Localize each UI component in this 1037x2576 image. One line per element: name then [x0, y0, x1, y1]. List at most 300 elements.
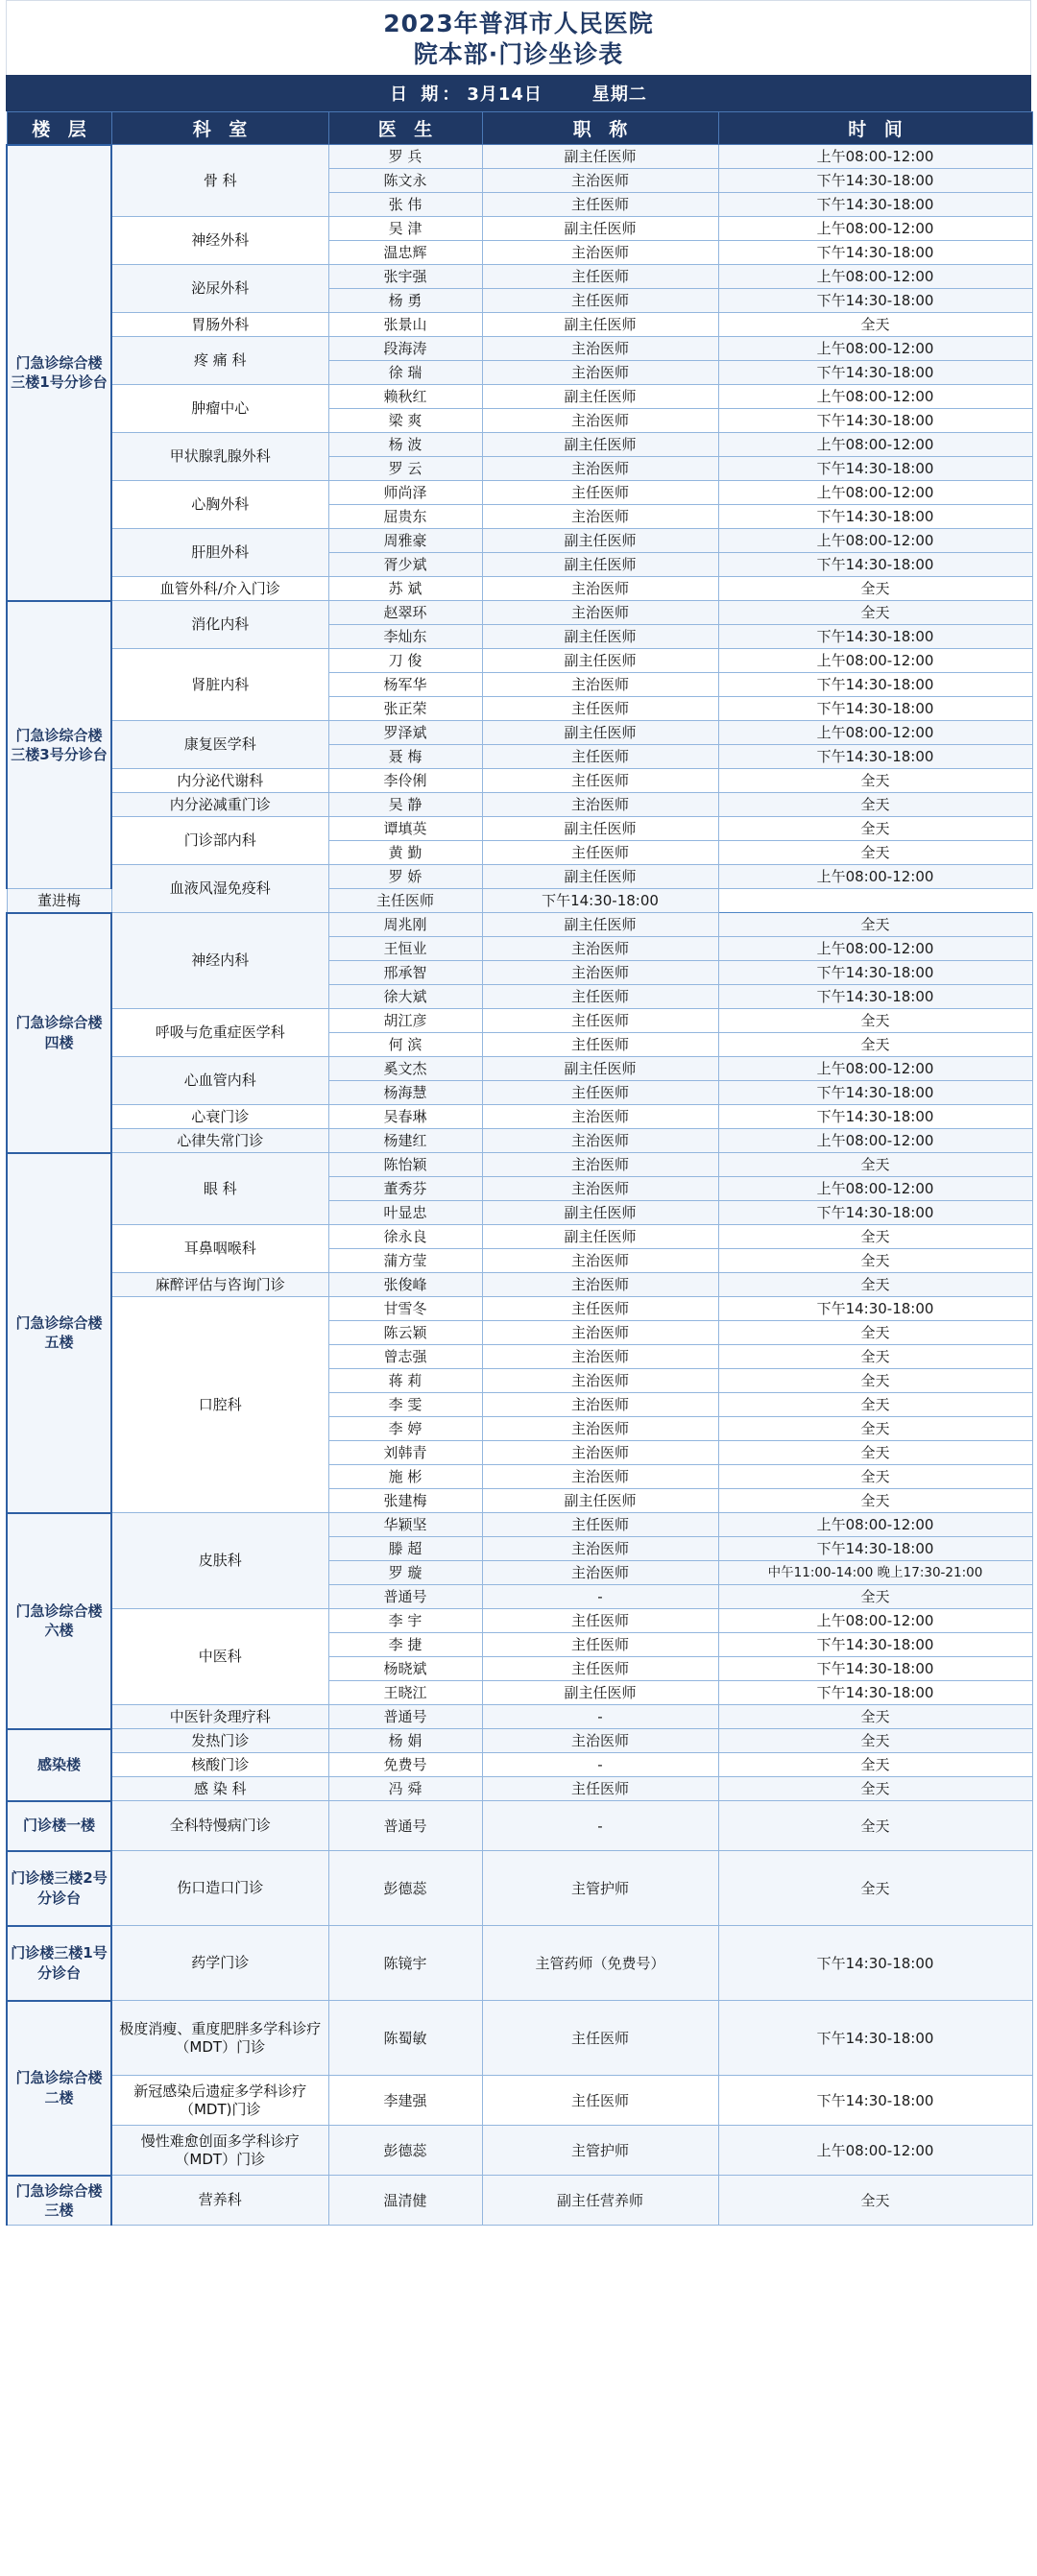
- cell-department: 心衰门诊: [111, 1105, 328, 1129]
- cell-time: 全天: [718, 1249, 1032, 1273]
- cell-job-title: 主任医师: [482, 697, 718, 721]
- table-row: [7, 433, 1032, 457]
- cell-doctor-name: 叶显忠: [328, 1201, 482, 1225]
- cell-job-title: -: [482, 1705, 718, 1729]
- cell-job-title: 主治医师: [482, 1153, 718, 1177]
- cell-doctor-name: 张景山: [328, 313, 482, 337]
- cell-doctor-name: 杨海慧: [328, 1081, 482, 1105]
- cell-job-title: 主治医师: [482, 409, 718, 433]
- cell-time: 全天: [718, 769, 1032, 793]
- cell-floor: 门急诊综合楼四楼: [7, 913, 111, 1153]
- cell-department: 血液风湿免疫科: [111, 865, 328, 913]
- cell-time: 上午08:00-12:00: [718, 529, 1032, 553]
- cell-job-title: 副主任医师: [482, 1201, 718, 1225]
- cell-time: 全天: [718, 841, 1032, 865]
- cell-time: 下午14:30-18:00: [718, 625, 1032, 649]
- cell-time: 下午14:30-18:00: [718, 361, 1032, 385]
- cell-department: 泌尿外科: [111, 265, 328, 313]
- cell-job-title: 副主任医师: [482, 433, 718, 457]
- cell-time: 上午08:00-12:00: [718, 937, 1032, 961]
- cell-doctor-name: 李建强: [328, 2076, 482, 2126]
- cell-doctor-name: 吴春琳: [328, 1105, 482, 1129]
- cell-time: 上午08:00-12:00: [718, 481, 1032, 505]
- table-row: [7, 1801, 1032, 1851]
- cell-department: 核酸门诊: [111, 1753, 328, 1777]
- cell-job-title: 主治医师: [482, 1393, 718, 1417]
- table-row: [7, 1513, 1032, 1537]
- cell-time: 下午14:30-18:00: [718, 697, 1032, 721]
- cell-department: 中医科: [111, 1609, 328, 1705]
- cell-job-title: 主任医师: [482, 1633, 718, 1657]
- cell-time: 全天: [718, 1777, 1032, 1801]
- cell-doctor-name: 徐大斌: [328, 985, 482, 1009]
- cell-job-title: 主任医师: [482, 2001, 718, 2076]
- cell-department: 肝胆外科: [111, 529, 328, 577]
- cell-time: 下午14:30-18:00: [718, 961, 1032, 985]
- column-header-dept: 科 室: [111, 112, 328, 145]
- cell-job-title: -: [482, 1585, 718, 1609]
- cell-doctor-name: 谭填英: [328, 817, 482, 841]
- cell-time: 下午14:30-18:00: [718, 1633, 1032, 1657]
- cell-time: 下午14:30-18:00: [482, 889, 718, 913]
- cell-doctor-name: 赖秋红: [328, 385, 482, 409]
- table-row: [7, 2176, 1032, 2226]
- cell-job-title: 副主任营养师: [482, 2176, 718, 2226]
- date-value: 3月14日: [467, 84, 543, 105]
- cell-doctor-name: 屈贵东: [328, 505, 482, 529]
- cell-doctor-name: 李 雯: [328, 1393, 482, 1417]
- cell-time: 中午11:00-14:00 晚上17:30-21:00: [718, 1561, 1032, 1585]
- cell-doctor-name: 徐永良: [328, 1225, 482, 1249]
- table-header: [7, 112, 1032, 145]
- cell-job-title: 副主任医师: [482, 817, 718, 841]
- date-bar: [6, 75, 1031, 111]
- cell-time: 下午14:30-18:00: [718, 2076, 1032, 2126]
- cell-time: 全天: [718, 1369, 1032, 1393]
- cell-job-title: 副主任医师: [482, 1225, 718, 1249]
- table-row: [7, 721, 1032, 745]
- cell-doctor-name: 聂 梅: [328, 745, 482, 769]
- cell-job-title: 副主任医师: [482, 865, 718, 889]
- cell-doctor-name: 李 捷: [328, 1633, 482, 1657]
- cell-time: 全天: [718, 1417, 1032, 1441]
- cell-time: 下午14:30-18:00: [718, 457, 1032, 481]
- cell-time: 下午14:30-18:00: [718, 1926, 1032, 2001]
- table-row: [7, 1105, 1032, 1129]
- cell-job-title: 主任医师: [482, 985, 718, 1009]
- table-row: [7, 1225, 1032, 1249]
- cell-doctor-name: 温忠辉: [328, 241, 482, 265]
- cell-doctor-name: 徐 瑞: [328, 361, 482, 385]
- table-row: [7, 265, 1032, 289]
- cell-department: 皮肤科: [111, 1513, 328, 1609]
- cell-job-title: -: [482, 1753, 718, 1777]
- cell-doctor-name: 罗 娇: [328, 865, 482, 889]
- table-row: [7, 1009, 1032, 1033]
- cell-time: 全天: [718, 1851, 1032, 1926]
- cell-department: 营养科: [111, 2176, 328, 2226]
- table-row: [7, 793, 1032, 817]
- column-header-doctor: 医 生: [328, 112, 482, 145]
- cell-doctor-name: 甘雪冬: [328, 1297, 482, 1321]
- table-row: [7, 481, 1032, 505]
- cell-job-title: 主治医师: [482, 1561, 718, 1585]
- table-row: [7, 217, 1032, 241]
- cell-doctor-name: 吴 静: [328, 793, 482, 817]
- cell-time: 全天: [718, 313, 1032, 337]
- cell-job-title: 副主任医师: [482, 1489, 718, 1513]
- table-row: [7, 337, 1032, 361]
- cell-time: 下午14:30-18:00: [718, 1681, 1032, 1705]
- cell-job-title: 主任医师: [482, 1657, 718, 1681]
- table-row: [7, 913, 1032, 937]
- cell-time: 下午14:30-18:00: [718, 409, 1032, 433]
- column-header-time: 时 间: [718, 112, 1032, 145]
- cell-time: 全天: [718, 1489, 1032, 1513]
- cell-doctor-name: 杨晓斌: [328, 1657, 482, 1681]
- cell-time: 上午08:00-12:00: [718, 385, 1032, 409]
- cell-doctor-name: 陈云颖: [328, 1321, 482, 1345]
- cell-job-title: 副主任医师: [482, 649, 718, 673]
- cell-job-title: 主治医师: [482, 1417, 718, 1441]
- table-row: [7, 1057, 1032, 1081]
- table-row: [7, 865, 1032, 889]
- table-row: [7, 769, 1032, 793]
- cell-time: 上午08:00-12:00: [718, 1057, 1032, 1081]
- cell-department: 甲状腺乳腺外科: [111, 433, 328, 481]
- cell-department: 全科特慢病门诊: [111, 1801, 328, 1851]
- cell-time: 下午14:30-18:00: [718, 289, 1032, 313]
- cell-job-title: 主任医师: [328, 889, 482, 913]
- cell-time: 全天: [718, 2176, 1032, 2226]
- cell-job-title: 主治医师: [482, 793, 718, 817]
- cell-time: 下午14:30-18:00: [718, 1537, 1032, 1561]
- cell-time: 下午14:30-18:00: [718, 553, 1032, 577]
- cell-doctor-name: 胥少斌: [328, 553, 482, 577]
- cell-doctor-name: 滕 超: [328, 1537, 482, 1561]
- cell-job-title: 主治医师: [482, 1729, 718, 1753]
- cell-job-title: 主治医师: [482, 961, 718, 985]
- cell-job-title: 主治医师: [482, 1177, 718, 1201]
- cell-department: 感 染 科: [111, 1777, 328, 1801]
- cell-job-title: 副主任医师: [482, 1681, 718, 1705]
- cell-job-title: 主任医师: [482, 1033, 718, 1057]
- cell-department: 胃肠外科: [111, 313, 328, 337]
- cell-doctor-name: 李 宇: [328, 1609, 482, 1633]
- cell-job-title: 副主任医师: [482, 529, 718, 553]
- cell-department: 康复医学科: [111, 721, 328, 769]
- cell-doctor-name: 吴 津: [328, 217, 482, 241]
- cell-time: 全天: [718, 1393, 1032, 1417]
- cell-time: 下午14:30-18:00: [718, 505, 1032, 529]
- table-row: [7, 2001, 1032, 2076]
- cell-job-title: 主治医师: [482, 1369, 718, 1393]
- cell-job-title: 主治医师: [482, 241, 718, 265]
- cell-time: 全天: [718, 1465, 1032, 1489]
- cell-doctor-name: 李伶俐: [328, 769, 482, 793]
- cell-department: 肿瘤中心: [111, 385, 328, 433]
- cell-job-title: 主任医师: [482, 841, 718, 865]
- cell-time: 上午08:00-12:00: [718, 217, 1032, 241]
- cell-department: 新冠感染后遗症多学科诊疗（MDT)门诊: [111, 2076, 328, 2126]
- cell-doctor-name: 董进梅: [7, 889, 111, 913]
- cell-doctor-name: 彭德蕊: [328, 1851, 482, 1926]
- cell-doctor-name: 冯 舜: [328, 1777, 482, 1801]
- cell-time: 下午14:30-18:00: [718, 745, 1032, 769]
- cell-doctor-name: 梁 爽: [328, 409, 482, 433]
- cell-floor: 门急诊综合楼三楼1号分诊台: [7, 145, 111, 601]
- cell-doctor-name: 张 伟: [328, 193, 482, 217]
- cell-job-title: 副主任医师: [482, 553, 718, 577]
- date-label: 日 期：: [390, 84, 464, 105]
- cell-department: 肾脏内科: [111, 649, 328, 721]
- cell-department: 慢性难愈创面多学科诊疗（MDT）门诊: [111, 2126, 328, 2176]
- cell-doctor-name: 张正荣: [328, 697, 482, 721]
- cell-doctor-name: 杨 娟: [328, 1729, 482, 1753]
- cell-doctor-name: 杨建红: [328, 1129, 482, 1153]
- table-row: [7, 1753, 1032, 1777]
- cell-doctor-name: 彭德蕊: [328, 2126, 482, 2176]
- table-row: [7, 1777, 1032, 1801]
- cell-job-title: 主治医师: [482, 577, 718, 601]
- cell-doctor-name: 张俊峰: [328, 1273, 482, 1297]
- cell-time: 全天: [718, 1705, 1032, 1729]
- cell-time: 上午08:00-12:00: [718, 649, 1032, 673]
- cell-doctor-name: 张建梅: [328, 1489, 482, 1513]
- cell-doctor-name: 陈镜宇: [328, 1926, 482, 2001]
- table-row: [7, 145, 1032, 169]
- cell-time: 下午14:30-18:00: [718, 1201, 1032, 1225]
- cell-floor: 门急诊综合楼六楼: [7, 1513, 111, 1729]
- column-header-floor: 楼 层: [7, 112, 111, 145]
- table-row: [7, 649, 1032, 673]
- cell-department: 中医针灸理疗科: [111, 1705, 328, 1729]
- cell-job-title: 主任医师: [482, 1609, 718, 1633]
- cell-doctor-name: 曾志强: [328, 1345, 482, 1369]
- cell-time: 全天: [718, 1009, 1032, 1033]
- cell-doctor-name: 奚文杰: [328, 1057, 482, 1081]
- cell-doctor-name: 陈文永: [328, 169, 482, 193]
- cell-time: 上午08:00-12:00: [718, 2126, 1032, 2176]
- cell-time: 全天: [718, 601, 1032, 625]
- cell-doctor-name: 普通号: [328, 1705, 482, 1729]
- cell-department: 心血管内科: [111, 1057, 328, 1105]
- table-row: [7, 1705, 1032, 1729]
- cell-doctor-name: 何 滨: [328, 1033, 482, 1057]
- cell-department: 门诊部内科: [111, 817, 328, 865]
- cell-time: 全天: [718, 1153, 1032, 1177]
- cell-department: 消化内科: [111, 601, 328, 649]
- table-row: [7, 1609, 1032, 1633]
- cell-time: 全天: [718, 1273, 1032, 1297]
- cell-time: 上午08:00-12:00: [718, 865, 1032, 889]
- table-row: [7, 577, 1032, 601]
- cell-doctor-name: 黄 勤: [328, 841, 482, 865]
- cell-time: 下午14:30-18:00: [718, 1297, 1032, 1321]
- cell-job-title: 主治医师: [482, 601, 718, 625]
- cell-time: 下午14:30-18:00: [718, 169, 1032, 193]
- table-row: [7, 2126, 1032, 2176]
- cell-job-title: 副主任医师: [482, 721, 718, 745]
- cell-doctor-name: 华颖坚: [328, 1513, 482, 1537]
- cell-job-title: 主治医师: [482, 1537, 718, 1561]
- cell-doctor-name: 罗泽斌: [328, 721, 482, 745]
- cell-doctor-name: 陈怡颖: [328, 1153, 482, 1177]
- table-row: [7, 1729, 1032, 1753]
- cell-doctor-name: 王晓江: [328, 1681, 482, 1705]
- cell-time: 全天: [718, 1585, 1032, 1609]
- cell-time: 上午08:00-12:00: [718, 1609, 1032, 1633]
- cell-job-title: 主任医师: [482, 1297, 718, 1321]
- cell-floor: 门急诊综合楼五楼: [7, 1153, 111, 1513]
- table-row: [7, 1273, 1032, 1297]
- cell-department: 极度消瘦、重度肥胖多学科诊疗（MDT）门诊: [111, 2001, 328, 2076]
- cell-job-title: 副主任医师: [482, 385, 718, 409]
- cell-doctor-name: 普通号: [328, 1585, 482, 1609]
- cell-job-title: 副主任医师: [482, 913, 718, 937]
- table-row: [7, 1926, 1032, 2001]
- cell-doctor-name: 李 婷: [328, 1417, 482, 1441]
- cell-department: 药学门诊: [111, 1926, 328, 2001]
- cell-job-title: 主任医师: [482, 481, 718, 505]
- cell-job-title: 副主任医师: [482, 313, 718, 337]
- cell-job-title: 主治医师: [482, 361, 718, 385]
- cell-department: 血管外科/介入门诊: [111, 577, 328, 601]
- cell-department: 伤口造口门诊: [111, 1851, 328, 1926]
- hospital-title-line1: 2023年普洱市人民医院: [383, 10, 654, 37]
- cell-department: 神经外科: [111, 217, 328, 265]
- cell-doctor-name: 刘韩青: [328, 1441, 482, 1465]
- cell-doctor-name: 罗 云: [328, 457, 482, 481]
- cell-time: 下午14:30-18:00: [718, 241, 1032, 265]
- cell-job-title: 副主任医师: [482, 1057, 718, 1081]
- cell-job-title: 主治医师: [482, 1105, 718, 1129]
- cell-floor: 门急诊综合楼三楼: [7, 2176, 111, 2226]
- cell-time: 上午08:00-12:00: [718, 721, 1032, 745]
- cell-doctor-name: 陈蜀敏: [328, 2001, 482, 2076]
- cell-time: 全天: [718, 1753, 1032, 1777]
- clinic-schedule-table: [6, 111, 1033, 2226]
- cell-time: 全天: [718, 1729, 1032, 1753]
- column-header-job-title: 职 称: [482, 112, 718, 145]
- cell-time: 下午14:30-18:00: [718, 673, 1032, 697]
- table-row: [7, 2076, 1032, 2126]
- cell-time: 上午08:00-12:00: [718, 337, 1032, 361]
- cell-department: 心律失常门诊: [111, 1129, 328, 1153]
- cell-job-title: 主治医师: [482, 457, 718, 481]
- cell-time: 全天: [718, 1033, 1032, 1057]
- cell-job-title: 主管药师（免费号）: [482, 1926, 718, 2001]
- cell-time: 全天: [718, 577, 1032, 601]
- cell-time: 上午08:00-12:00: [718, 265, 1032, 289]
- title-block: [6, 0, 1031, 75]
- cell-floor: 门诊楼三楼1号分诊台: [7, 1926, 111, 2001]
- table-body: [7, 145, 1032, 2226]
- cell-job-title: 主治医师: [482, 1321, 718, 1345]
- cell-job-title: 主治医师: [482, 337, 718, 361]
- cell-job-title: 主治医师: [482, 937, 718, 961]
- cell-doctor-name: 免费号: [328, 1753, 482, 1777]
- cell-job-title: 主治医师: [482, 1249, 718, 1273]
- cell-job-title: 主任医师: [482, 1513, 718, 1537]
- cell-department: 呼吸与危重症医学科: [111, 1009, 328, 1057]
- cell-time: 上午08:00-12:00: [718, 1177, 1032, 1201]
- cell-job-title: -: [482, 1801, 718, 1851]
- cell-job-title: 主治医师: [482, 1273, 718, 1297]
- cell-time: 全天: [718, 1801, 1032, 1851]
- cell-job-title: 主治医师: [482, 673, 718, 697]
- cell-doctor-name: 温清健: [328, 2176, 482, 2226]
- cell-doctor-name: 杨 勇: [328, 289, 482, 313]
- table-row: [7, 313, 1032, 337]
- table-row: [7, 529, 1032, 553]
- cell-time: 全天: [718, 793, 1032, 817]
- cell-department: 内分泌代谢科: [111, 769, 328, 793]
- cell-time: 全天: [718, 1321, 1032, 1345]
- cell-department: 疼 痛 科: [111, 337, 328, 385]
- table-row: [7, 1297, 1032, 1321]
- cell-time: 下午14:30-18:00: [718, 1657, 1032, 1681]
- cell-department: 神经内科: [111, 913, 328, 1009]
- cell-doctor-name: 蒋 莉: [328, 1369, 482, 1393]
- cell-doctor-name: 刀 俊: [328, 649, 482, 673]
- cell-time: 下午14:30-18:00: [718, 193, 1032, 217]
- cell-time: 上午08:00-12:00: [718, 433, 1032, 457]
- table-row: [7, 1851, 1032, 1926]
- cell-time: 下午14:30-18:00: [718, 1105, 1032, 1129]
- cell-doctor-name: 段海涛: [328, 337, 482, 361]
- cell-job-title: 主管护师: [482, 1851, 718, 1926]
- cell-job-title: 副主任医师: [482, 625, 718, 649]
- cell-doctor-name: 董秀芬: [328, 1177, 482, 1201]
- cell-floor: 门急诊综合楼二楼: [7, 2001, 111, 2176]
- cell-job-title: 主任医师: [482, 769, 718, 793]
- cell-job-title: 主治医师: [482, 1441, 718, 1465]
- cell-job-title: 主任医师: [482, 745, 718, 769]
- cell-department: 心胸外科: [111, 481, 328, 529]
- cell-time: 下午14:30-18:00: [718, 1081, 1032, 1105]
- cell-doctor-name: 师尚泽: [328, 481, 482, 505]
- cell-time: 下午14:30-18:00: [718, 985, 1032, 1009]
- cell-doctor-name: 杨 波: [328, 433, 482, 457]
- cell-time: 上午08:00-12:00: [718, 145, 1032, 169]
- cell-job-title: 主治医师: [482, 169, 718, 193]
- cell-doctor-name: 施 彬: [328, 1465, 482, 1489]
- table-row: [7, 385, 1032, 409]
- cell-time: 上午08:00-12:00: [718, 1129, 1032, 1153]
- cell-department: 骨 科: [111, 145, 328, 217]
- cell-doctor-name: 张宇强: [328, 265, 482, 289]
- cell-time: 全天: [718, 817, 1032, 841]
- cell-department: 麻醉评估与咨询门诊: [111, 1273, 328, 1297]
- hospital-title-line2: 院本部·门诊坐诊表: [413, 39, 624, 68]
- cell-job-title: 主治医师: [482, 505, 718, 529]
- cell-floor: 门急诊综合楼三楼3号分诊台: [7, 601, 111, 889]
- cell-department: 眼 科: [111, 1153, 328, 1225]
- cell-doctor-name: 邢承智: [328, 961, 482, 985]
- cell-doctor-name: 李灿东: [328, 625, 482, 649]
- cell-doctor-name: 周雅豪: [328, 529, 482, 553]
- header-row: [7, 112, 1032, 145]
- cell-department: 发热门诊: [111, 1729, 328, 1753]
- cell-job-title: 副主任医师: [482, 217, 718, 241]
- table-row: [7, 817, 1032, 841]
- cell-doctor-name: 胡江彦: [328, 1009, 482, 1033]
- cell-doctor-name: 蒲方莹: [328, 1249, 482, 1273]
- cell-time: 下午14:30-18:00: [718, 2001, 1032, 2076]
- cell-department: 口腔科: [111, 1297, 328, 1513]
- cell-job-title: 主治医师: [482, 1345, 718, 1369]
